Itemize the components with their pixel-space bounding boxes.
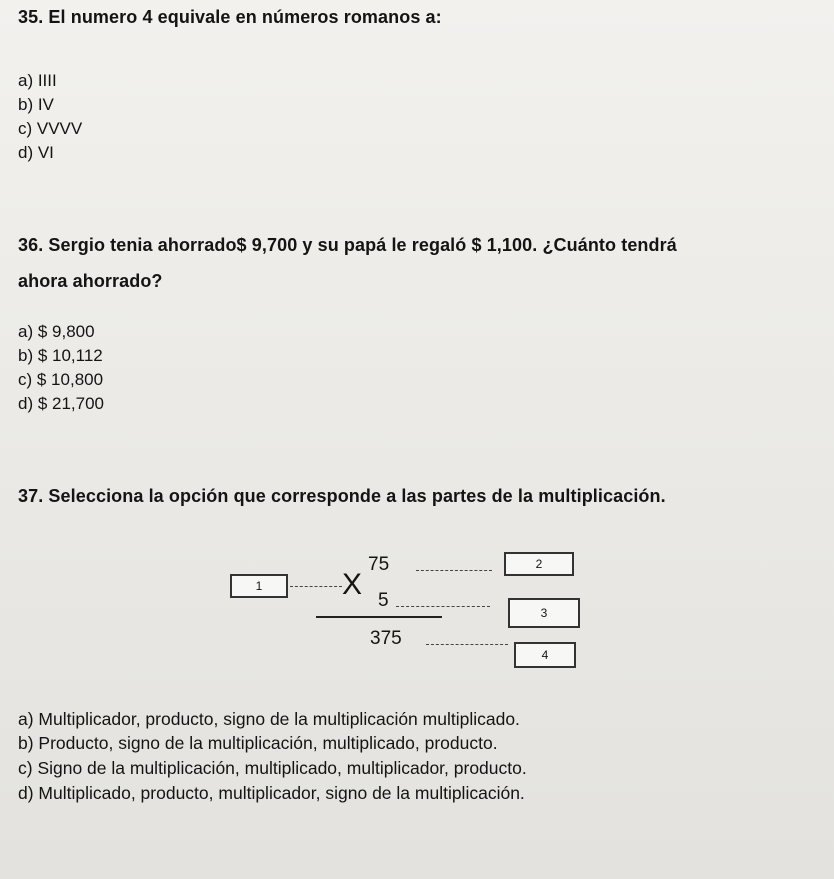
leader-line-3 — [396, 606, 490, 607]
question-36-option-a[interactable]: a) $ 9,800 — [18, 322, 95, 341]
question-36-title-line1: 36. Sergio tenia ahorrado$ 9,700 y su papá le regaló $ 1,100. ¿Cuánto tendrá — [18, 235, 677, 255]
question-36-option-c[interactable]: c) $ 10,800 — [18, 370, 104, 389]
question-35-option-b[interactable]: b) IV — [18, 95, 54, 114]
question-37-option-c[interactable]: c) Signo de la multiplicación, multiplicado, multiplicador, producto. — [18, 758, 527, 778]
leader-line-4 — [426, 644, 508, 645]
question-37-option-a[interactable]: a) Multiplicador, producto, signo de la multiplicación multiplicado. — [18, 709, 520, 729]
question-36-option-b[interactable]: b) $ 10,112 — [18, 346, 103, 365]
leader-line-1 — [290, 586, 342, 587]
label-box-2: 2 — [504, 552, 574, 576]
multiplicand-value: 75 — [368, 554, 390, 575]
label-box-1: 1 — [230, 574, 288, 598]
question-35-option-c[interactable]: c) VVVV — [18, 119, 83, 138]
multiplication-sign: X — [342, 568, 363, 601]
bleed-through-texture — [520, 6, 820, 866]
leader-line-2 — [416, 570, 492, 571]
question-37-option-d[interactable]: d) Multiplicado, producto, multiplicador, signo de la multiplicación. — [18, 783, 525, 803]
question-36-title-line2: ahora ahorrado? — [18, 271, 163, 291]
question-36-option-d[interactable]: d) $ 21,700 — [18, 394, 105, 413]
question-35-title: 35. El numero 4 equivale en números romanos a: — [18, 7, 442, 27]
question-37-title: 37. Selecciona la opción que corresponde a las partes de la multiplicación. — [18, 486, 666, 506]
multiplication-bar — [316, 616, 442, 618]
label-box-3: 3 — [508, 598, 580, 628]
product-value: 375 — [370, 628, 402, 649]
multiplier-value: 5 — [378, 590, 389, 611]
question-37-option-b[interactable]: b) Producto, signo de la multiplicación, multiplicado, producto. — [18, 733, 498, 753]
label-box-4: 4 — [514, 642, 576, 668]
question-35-option-d[interactable]: d) VI — [18, 143, 54, 162]
question-35-option-a[interactable]: a) IIII — [18, 71, 57, 90]
multiplication-diagram — [220, 540, 600, 680]
